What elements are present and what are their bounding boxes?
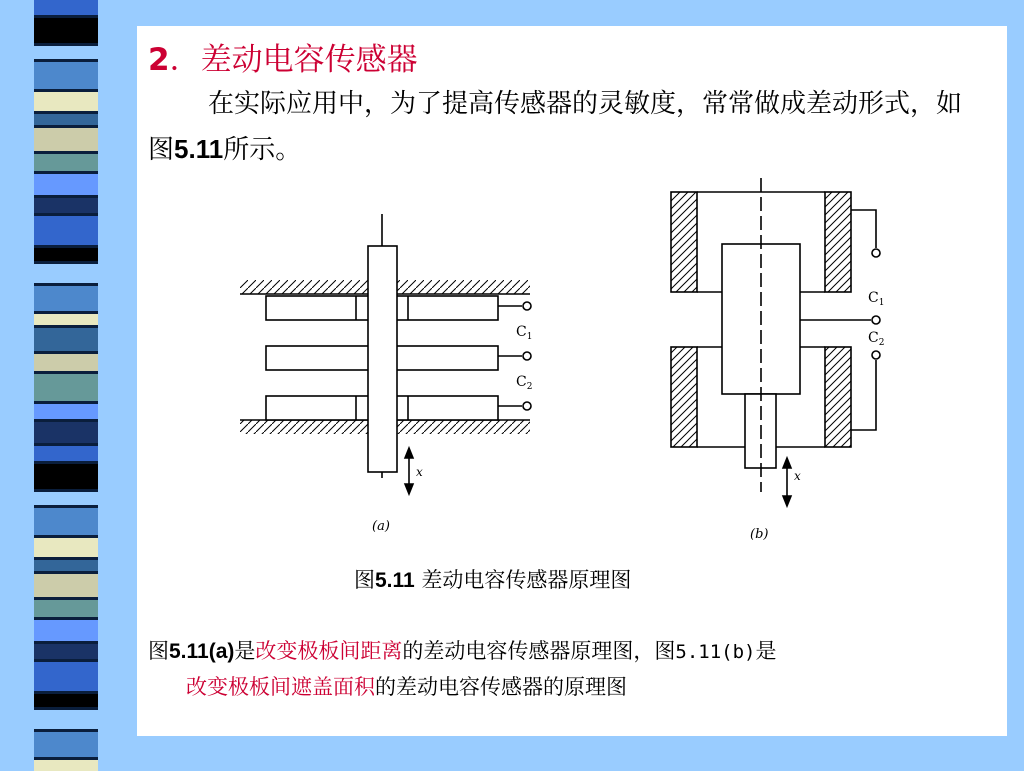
svg-text:x: x — [416, 465, 423, 479]
stripe-segment — [34, 446, 98, 461]
slide-title: 2．差动电容传感器 — [148, 42, 418, 78]
stripe-segment — [34, 198, 98, 213]
stripe-segment — [34, 508, 98, 535]
stripe-segment — [34, 18, 98, 43]
stripe-segment — [34, 694, 98, 707]
intro-paragraph: 在实际应用中，为了提高传感器的灵敏度，常常做成差动形式，如图5.11所示。 — [148, 89, 963, 165]
stripe-segment — [34, 128, 98, 151]
decorative-stripe — [34, 0, 98, 768]
figure-caption: 图5.11 差动电容传感器原理图 — [354, 568, 632, 592]
stripe-segment — [34, 620, 98, 641]
stripe-segment — [34, 264, 98, 283]
svg-text:C1: $C_1$ — [516, 324, 533, 342]
stripe-segment — [34, 314, 98, 325]
stripe-segment — [34, 464, 98, 489]
stripe-segment — [34, 92, 98, 111]
svg-text:C2: $C_2$ — [868, 330, 885, 348]
svg-text:x: x — [794, 469, 801, 483]
svg-text:C2: $C_2$ — [516, 374, 533, 392]
figure-description: 图5.11(a)是改变极板间距离的差动电容传感器原理图，图5.11(b)是 改变极板间遮盖面积的差动电容传感器的原理图 — [148, 639, 777, 699]
svg-text:C1: $C_1$ — [868, 290, 885, 308]
stripe-segment — [34, 374, 98, 401]
stripe-segment — [34, 538, 98, 557]
stripe-segment — [34, 404, 98, 419]
stripe-segment — [34, 328, 98, 351]
svg-text:(a): (a) — [372, 519, 390, 534]
diagram-a — [240, 214, 531, 494]
stripe-segment — [34, 600, 98, 617]
stripe-segment — [34, 354, 98, 371]
stripe-segment — [34, 248, 98, 261]
stripe-segment — [34, 644, 98, 659]
stripe-segment — [34, 760, 98, 771]
stripe-segment — [34, 0, 98, 15]
stripe-segment — [34, 492, 98, 505]
stripe-segment — [34, 46, 98, 59]
stripe-segment — [34, 286, 98, 311]
stripe-segment — [34, 574, 98, 597]
stripe-segment — [34, 216, 98, 245]
stripe-segment — [34, 662, 98, 691]
stripe-segment — [34, 114, 98, 125]
stripe-segment — [34, 154, 98, 171]
stripe-segment — [34, 422, 98, 443]
stripe-segment — [34, 732, 98, 757]
figure-5-11 — [225, 170, 885, 550]
stripe-segment — [34, 62, 98, 89]
stripe-segment — [34, 560, 98, 571]
svg-text:(b): (b) — [750, 527, 769, 542]
stripe-segment — [34, 174, 98, 195]
stripe-segment — [34, 710, 98, 729]
